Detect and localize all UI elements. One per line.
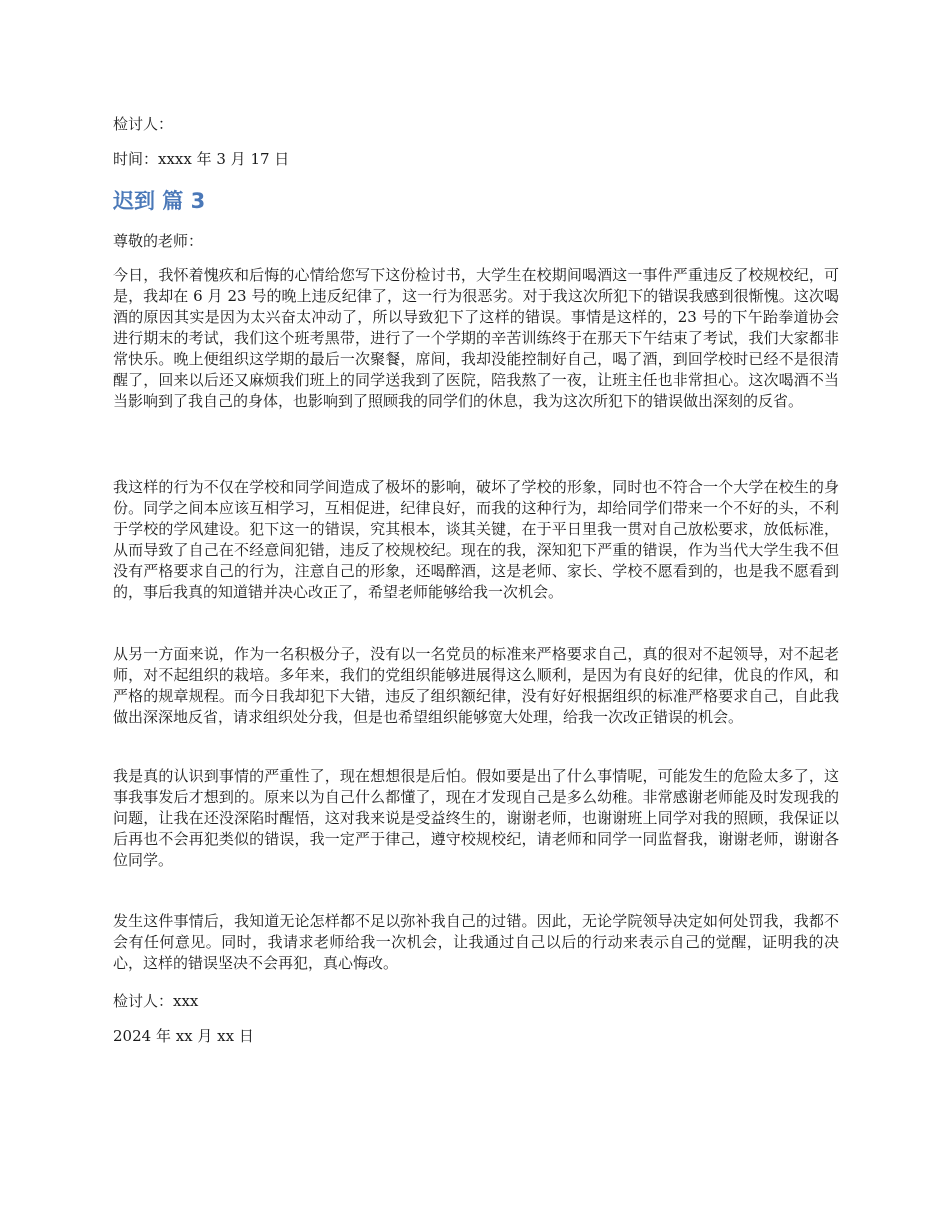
time-line: 时间：xxxx 年 3 月 17 日: [113, 150, 290, 168]
paragraph-5: 发生这件事情后，我知道无论怎样都不足以弥补我自己的过错。因此，无论学院领导决定如何处罚我，我都不会有任何意见。同时，我请求老师给我一次机会，让我通过自己以后的行动来表示自己的觉醒，证明我的决心，这样的错误坚决不会再犯，真心悔改。: [113, 912, 839, 972]
bottom-reviewer-line: 检讨人：xxx: [113, 992, 199, 1010]
bottom-date-line: 2024 年 xx 月 xx 日: [113, 1027, 254, 1045]
paragraph-4: 我是真的认识到事情的严重性了，现在想想很是后怕。假如要是出了什么事情呢，可能发生的危险太多了，这事我事发后才想到的。原来以为自己什么都懂了，现在才发现自己是多么幼稚。非常感谢老师能及时发现我的问题，让我在还没深陷时醒悟，这对我来说是受益终生的，谢谢老师，也谢谢班上同学对我的照顾，我保证以后再也不会再犯类似的错误，我一定严于律己，遵守校规校纪，请老师和同学一同监督我，谢谢老师，谢谢各位同学。: [113, 767, 839, 869]
reviewer-line: 检讨人：: [113, 115, 174, 133]
salutation: 尊敬的老师：: [113, 232, 204, 250]
paragraph-3: 从另一方面来说，作为一名积极分子，没有以一名党员的标准来严格要求自己，真的很对不起领导，对不起老师，对不起组织的栽培。多年来，我们的党组织能够进展得这么顺利，是因为有良好的纪律，优良的作风，和严格的规章规程。而今日我却犯下大错，违反了组织额纪律，没有好好根据组织的标准严格要求自己，自此我做出深深地反省，请求组织处分我，但是也希望组织能够宽大处理，给我一次改正错误的机会。: [113, 645, 839, 726]
section-heading: 迟到 篇 3: [113, 189, 206, 213]
paragraph-2: 我这样的行为不仅在学校和同学间造成了极坏的影响，破坏了学校的形象，同时也不符合一个大学在校生的身份。同学之间本应该互相学习，互相促进，纪律良好，而我的这种行为，却给同学们带来一个不好的头，不利于学校的学风建设。犯下这一的错误，究其根本，谈其关键，在于平日里我一贯对自己放松要求，放低标准，从而导致了自己在不经意间犯错，违反了校规校纪。现在的我，深知犯下严重的错误，作为当代大学生我不但没有严格要求自己的行为，注意自己的形象，还喝醉酒，这是老师、家长、学校不愿看到的，也是我不愿看到的，事后我真的知道错并决心改正了，希望老师能够给我一次机会。: [113, 478, 839, 601]
paragraph-1: 今日，我怀着愧疚和后悔的心情给您写下这份检讨书，大学生在校期间喝酒这一事件严重违反了校规校纪，可是，我却在 6 月 23 号的晚上违反纪律了，这一行为很恶劣。对于我这次所犯下的错误我感到很惭愧。这次喝酒的原因其实是因为太兴奋太冲动了，所以导致犯下了这样的错误。事情是这样的，23 号的下午跆拳道协会进行期末的考试，我们这个班考黑带，进行了一个学期的辛苦训练终于在那天下午结束了考试，我们大家都非常快乐。晚上便组织这学期的最后一次聚餐，席间，我却没能控制好自己，喝了酒，到回学校时已经不是很清醒了，回来以后还又麻烦我们班上的同学送我到了医院，陪我熬了一夜，让班主任也非常担心。这次喝酒不当当影响到了我自己的身体，也影响到了照顾我的同学们的休息，我为这次所犯下的错误做出深刻的反省。: [113, 266, 839, 410]
